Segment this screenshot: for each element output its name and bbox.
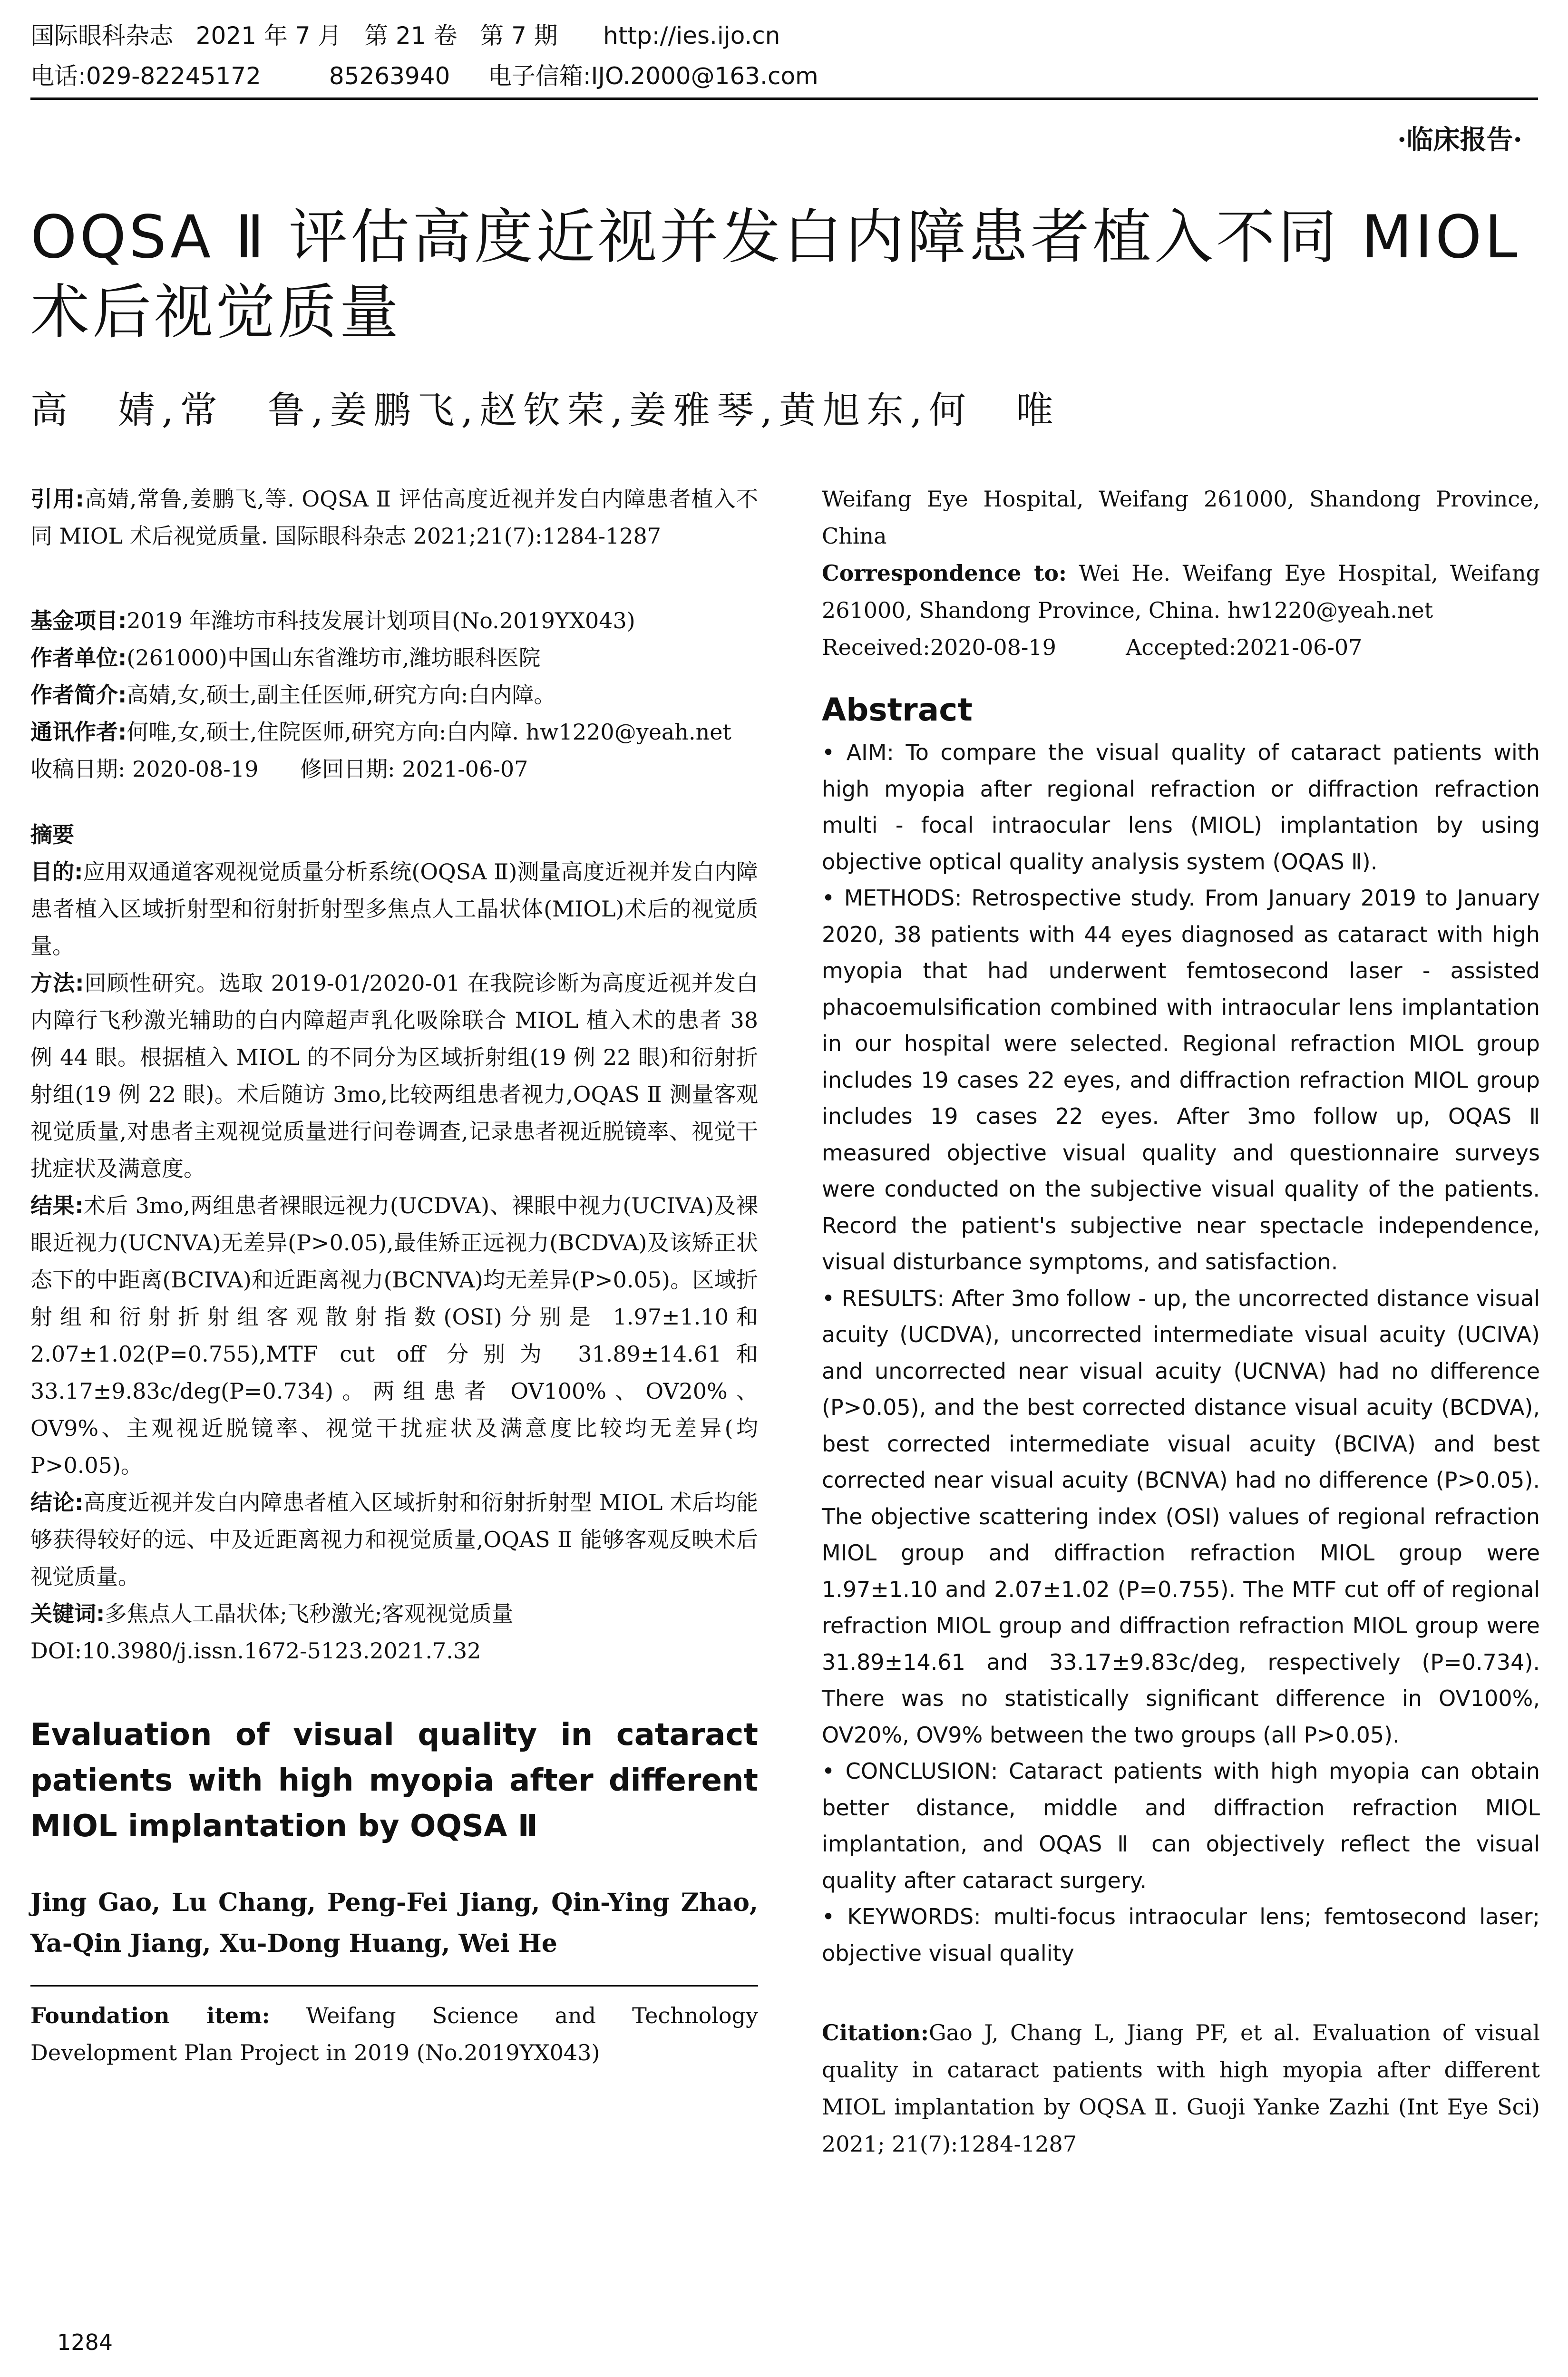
spacer — [30, 555, 758, 602]
correspondence — [822, 555, 1540, 629]
unit-label: 作者单位: — [30, 645, 127, 671]
journal-contact-line: 电话:029-82245172 85263940 电子信箱:IJO.2000@163.com — [30, 62, 818, 90]
citation-en-label: Citation: — [822, 2020, 929, 2046]
english-title: Evaluation of visual quality in cataract patients with high myopia after different MIOL implantation by OQSA Ⅱ — [30, 1717, 758, 1844]
dates-cn: 收稿日期: 2020-08-19 修回日期: 2021-06-07 — [30, 756, 528, 782]
abstract-en-heading: Abstract — [822, 692, 973, 728]
correspondence-text: Wei He. Weifang Eye Hospital, Weifang 261000, Shandong Province, China. hw1220@yeah.net — [822, 560, 1540, 623]
citation-cn-text: 高婧,常鲁,姜鹏飞,等. OQSA Ⅱ 评估高度近视并发白内障患者植入不同 MIOL 术后视觉质量. 国际眼科杂志 2021;21(7):1284-1287 — [30, 486, 758, 549]
conclusion-label: 结论: — [30, 1490, 84, 1515]
fund-text: 2019 年潍坊市科技发展计划项目(No.2019YX043) — [127, 608, 635, 633]
foundation-text: Weifang Science and Technology Development Plan Project in 2019 (No.2019YX043) — [30, 2003, 758, 2065]
results-text: 术后 3mo,两组患者裸眼远视力(UCDVA)、裸眼中视力(UCIVA)及裸眼近视力(UCNVA)无差异(P>0.05),最佳矫正远视力(BCDVA)及该矫正状态下的中距离(BCIVA)和近距离视力(BCNVA)均无差异(P>0.05)。区域折射组和衍射折射组客观散射指数(OSI)分别是 1.97±1.10和 2.07±1.02(P=0.755),MTF cut off 分别为 31.89±14.61和 33.17±9.83c/deg(P=0.734)。两组患者 OV100%、OV20%、OV9%、主观视近脱镜率、视觉干扰症状及满意度比较均无差异(均 P>0.05)。 — [30, 1193, 758, 1478]
results-label: 结果: — [30, 1193, 84, 1218]
unit-text: (261000)中国山东省潍坊市,潍坊眼科医院 — [127, 645, 541, 671]
spacer — [30, 1849, 758, 1882]
right-column — [822, 480, 1540, 2163]
spacer — [822, 666, 1540, 685]
spacer — [822, 1971, 1540, 2014]
abstract-cn-title: 摘要 — [30, 822, 74, 848]
abstract-cn-keywords — [30, 1595, 758, 1632]
footnote-divider — [30, 1985, 758, 1987]
keywords-text: 多焦点人工晶状体;飞秒激光;客观视觉质量 — [105, 1601, 514, 1627]
foundation-item — [30, 1997, 758, 2071]
abstract-en-results: • RESULTS: After 3mo follow - up, the uncorrected distance visual acuity (UCDVA), uncorrected intermediate visual acuity (UCIVA) and uncorrected near visual acuity (UCNVA) had no difference (P>0.05), and the best corrected distance visual acuity (BCDVA), best corrected intermediate visual acuity (BCIVA) and best corrected near visual acuity (BCNVA) had no difference (P>0.05). The objective scattering index (OSI) values of regional refraction MIOL group and diffraction refraction MIOL group were 1.97±1.10 and 2.07±1.02 (P=0.755). The MTF cut off of regional refraction MIOL group and diffraction refraction MIOL group were 31.89±14.61 and 33.17±9.83c/deg, respectively (P=0.734). There was no statistically significant difference in OV100%, OV20%, OV9% between the two groups (all P>0.05). — [822, 1285, 1540, 1748]
abstract-en-aim: • AIM: To compare the visual quality of cataract patients with high myopia after regional refraction or diffraction refraction multi - focal intraocular lens (MIOL) implantation by using objective optical quality analysis system (OQAS Ⅱ). — [822, 740, 1540, 875]
fund-info — [30, 602, 758, 639]
affiliation: Weifang Eye Hospital, Weifang 261000, Shandong Province, China — [822, 486, 1540, 549]
bio-text: 高婧,女,硕士,副主任医师,研究方向:白内障。 — [127, 682, 556, 708]
abstract-cn-results — [30, 1187, 758, 1484]
corr-info — [30, 713, 758, 750]
corr-text: 何唯,女,硕士,住院医师,研究方向:白内障. hw1220@yeah.net — [127, 719, 731, 745]
header-divider — [30, 97, 1538, 100]
english-authors: Jing Gao, Lu Chang, Peng-Fei Jiang, Qin-Ying Zhao, Ya-Qin Jiang, Xu-Dong Huang, Wei He — [30, 1888, 758, 1958]
bio-label: 作者简介: — [30, 682, 127, 708]
abstract-en-keywords: • KEYWORDS: multi-focus intraocular lens; femtosecond laser; objective visual quality — [822, 1904, 1540, 1966]
unit-info — [30, 639, 758, 676]
corr-label: 通讯作者: — [30, 719, 127, 745]
doi: DOI:10.3980/j.issn.1672-5123.2021.7.32 — [30, 1638, 481, 1664]
foundation-label: Foundation item: — [30, 2003, 270, 2028]
page-number: 1284 — [57, 2329, 113, 2355]
aim-text: 应用双通道客观视觉质量分析系统(OQSA Ⅱ)测量高度近视并发白内障患者植入区域折射型和衍射折射型多焦点人工晶状体(MIOL)术后的视觉质量。 — [30, 859, 759, 959]
fund-label: 基金项目: — [30, 608, 127, 633]
abstract-cn-conclusion — [30, 1484, 758, 1595]
received-accepted: Received:2020-08-19 Accepted:2021-06-07 — [822, 634, 1363, 660]
citation-cn-label: 引用: — [30, 486, 84, 512]
article-title: OQSA Ⅱ 评估高度近视并发白内障患者植入不同 MIOL 术后视觉质量 — [30, 203, 1520, 347]
citation-en — [822, 2014, 1540, 2163]
section-tag: ·临床报告· — [1397, 124, 1522, 156]
methods-label: 方法: — [30, 970, 84, 996]
correspondence-label: Correspondence to: — [822, 560, 1067, 586]
spacer — [30, 1669, 758, 1712]
spacer — [30, 788, 758, 816]
abstract-cn-aim — [30, 853, 758, 964]
left-column — [30, 480, 758, 2071]
citation-en-text: Gao J, Chang L, Jiang PF, et al. Evaluation of visual quality in cataract patients with high myopia after different MIOL implantation by OQSA Ⅱ. Guoji Yanke Zazhi (Int Eye Sci) 2021; 21(7):1284-1287 — [822, 2020, 1540, 2157]
abstract-cn-methods — [30, 964, 758, 1187]
author-list: 高 婧,常 鲁,姜鹏飞,赵钦荣,姜雅琴,黄旭东,何 唯 — [30, 389, 1060, 432]
abstract-cn-heading — [30, 816, 758, 853]
abstract-en-conclusion: • CONCLUSION: Cataract patients with high myopia can obtain better distance, middle and diffraction refraction MIOL implantation, and OQAS Ⅱ can objectively reflect the visual quality after cataract surgery. — [822, 1758, 1540, 1893]
citation-cn — [30, 480, 758, 555]
bio-info — [30, 676, 758, 713]
journal-header-line: 国际眼科杂志 2021 年 7 月 第 21 卷 第 7 期 http://ies.ijo.cn — [30, 22, 780, 49]
abstract-en-methods: • METHODS: Retrospective study. From January 2019 to January 2020, 38 patients with 44 eyes diagnosed as cataract with high myopia that had underwent femtosecond laser - assisted phacoemulsification combined with intraocular lens implantation in our hospital were selected. Regional refraction MIOL group includes 19 cases 22 eyes, and diffraction refraction MIOL group includes 19 cases 22 eyes. After 3mo follow up, OQAS Ⅱ measured objective visual quality and questionnaire surveys were conducted on the subjective visual quality of the patients. Record the patient's subjective near spectacle independence, visual disturbance symptoms, and satisfaction. — [822, 885, 1540, 1275]
methods-text: 回顾性研究。选取 2019-01/2020-01 在我院诊断为高度近视并发白内障行飞秒激光辅助的白内障超声乳化吸除联合 MIOL 植入术的患者 38 例 44 眼。根据植入 MIOL 的不同分为区域折射组(19 例 22 眼)和衍射折射组(19 例 22 眼)。术后随访 3mo,比较两组患者视力,OQAS Ⅱ 测量客观视觉质量,对患者主观视觉质量进行问卷调查,记录患者视近脱镜率、视觉干扰症状及满意度。 — [30, 970, 758, 1181]
conclusion-text: 高度近视并发白内障患者植入区域折射和衍射折射型 MIOL 术后均能够获得较好的远、中及近距离视力和视觉质量,OQAS Ⅱ 能够客观反映术后视觉质量。 — [30, 1490, 758, 1589]
aim-label: 目的: — [30, 859, 83, 885]
keywords-label: 关键词: — [30, 1601, 105, 1627]
